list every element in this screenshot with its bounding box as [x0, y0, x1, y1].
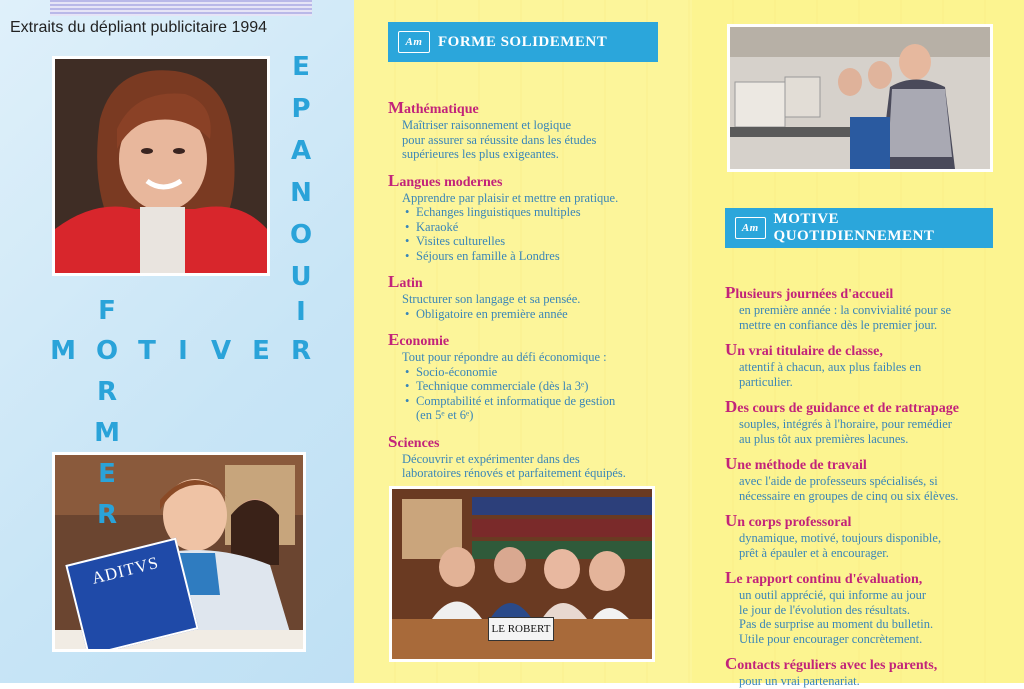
section-titulaire [725, 340, 1015, 389]
section-rapport-evaluation [725, 568, 1015, 646]
letter-o: O [289, 220, 313, 250]
header-motive-quotidiennement [725, 208, 993, 248]
text-line: Utile pour encourager concrètement. [739, 631, 923, 646]
section-title: e rapport continu d'évaluation, [736, 572, 923, 587]
letter-e: E [292, 52, 310, 82]
text-line: le jour de l'évolution des résultats. [739, 602, 910, 617]
section-title-cap: M [388, 98, 405, 117]
photo-library [389, 486, 655, 662]
letter-e: E [252, 336, 270, 366]
text-line: prêt à épauler et à encourager. [739, 545, 889, 560]
text-line: supérieures les plus exigeantes. [402, 147, 559, 161]
section-title-cap: U [725, 340, 738, 359]
book-cover-title: ADITVS [89, 552, 161, 588]
text-line: nécessaire en groupes de cinq ou six élèves. [739, 488, 959, 503]
bullet-item: • Karaoké [402, 220, 678, 235]
text-line: un outil apprécié, qui informe au jour [739, 588, 927, 602]
text-line: dynamique, motivé, toujours disponible, [739, 531, 942, 545]
section-journees-accueil [725, 283, 1015, 332]
section-title-cap: U [725, 511, 738, 530]
text-line: particulier. [739, 374, 793, 389]
photo-boy-reading [52, 452, 306, 652]
section-title: atin [399, 276, 423, 291]
letter-a: A [290, 136, 312, 166]
section-title-cap: L [725, 568, 737, 587]
bullet-item: • Socio-économie [402, 365, 678, 380]
letter-t: T [138, 336, 156, 366]
text-line: Tout pour répondre au défi économique : [402, 350, 607, 364]
section-title-cap: P [725, 283, 736, 302]
letter-i: I [296, 297, 306, 327]
section-langues [388, 171, 678, 264]
section-title-cap: E [388, 330, 400, 349]
middle-sections [388, 98, 678, 481]
text-line: mettre en confiance dès le premier jour. [739, 317, 938, 332]
text-line: (en 5ᵉ et 6ᵉ) [416, 408, 474, 422]
section-title-cap: U [725, 454, 738, 473]
section-title: ontacts réguliers avec les parents, [737, 658, 938, 673]
header-forme-solidement-text: FORME SOLIDEMENT [438, 33, 608, 50]
photo-girl [52, 56, 270, 276]
section-title: n vrai titulaire de classe, [737, 344, 883, 359]
letter-u: U [290, 262, 312, 292]
letter-n: N [290, 178, 312, 208]
right-sections [725, 283, 1015, 689]
text-line: Maîtriser raisonnement et logique [402, 118, 572, 132]
header-forme-solidement [388, 22, 658, 62]
letter-e: E [98, 459, 116, 489]
school-logo-icon: Am [735, 217, 766, 239]
section-corps-professoral [725, 511, 1015, 560]
letter-m: M [94, 418, 120, 448]
section-title-cap: D [725, 397, 738, 416]
brochure-caption: Extraits du dépliant publicitaire 1994 [10, 19, 268, 36]
section-title-cap: S [388, 431, 398, 451]
letter-r: R [96, 500, 118, 530]
text-line: Structurer son langage et sa pensée. [402, 292, 581, 306]
photo-computer-room [727, 24, 993, 172]
section-title: athématique [404, 102, 479, 117]
section-methode [725, 454, 1015, 503]
section-title: lusieurs journées d'accueil [735, 287, 894, 302]
section-latin [388, 272, 678, 321]
letter-f: F [98, 296, 116, 326]
section-contacts-parents [725, 654, 1015, 689]
bullet-item: • Technique commerciale (dès la 3ᵉ) [402, 379, 678, 394]
section-sciences [388, 432, 678, 481]
section-title-cap: L [388, 272, 400, 291]
text-line: en première année : la convivialité pour se [739, 303, 952, 317]
letter-m: M [50, 336, 76, 366]
text-line: au plus tôt aux premières lacunes. [739, 431, 909, 446]
letter-r: R [96, 377, 118, 407]
bullet-item: • Echanges linguistiques multiples [402, 205, 678, 220]
text-line: Pas de surprise au moment du bulletin. [739, 617, 934, 631]
text-line: attentif à chacun, aux plus faibles en [739, 360, 922, 374]
girl-illustration [55, 59, 267, 273]
letter-p: P [291, 94, 311, 124]
text-line: avec l'aide de professeurs spécialisés, si [739, 474, 938, 488]
section-title: ne méthode de travail [737, 458, 867, 473]
decorative-stripes [50, 0, 312, 16]
text-line: Découvrir et expérimenter dans des [402, 451, 580, 466]
text-line: pour un vrai partenariat. [739, 674, 860, 688]
bullet-item: • Comptabilité et informatique de gestion [402, 394, 678, 409]
letter-r: R [290, 336, 312, 366]
section-title: angues modernes [399, 174, 503, 190]
section-title: conomie [399, 334, 450, 349]
school-logo-icon: Am [398, 31, 430, 53]
letter-i: I [178, 336, 188, 366]
bullet-item: • Séjours en famille à Londres [402, 249, 678, 264]
section-guidance [725, 397, 1015, 446]
header-motive-quotidiennement-text: MOTIVE QUOTIDIENNEMENT [773, 211, 935, 244]
section-title-cap: L [388, 170, 400, 190]
section-title: es cours de guidance et de rattrapage [737, 401, 959, 416]
text-line: laboratoires rénovés et parfaitement équipés. [402, 466, 626, 480]
section-economie [388, 330, 678, 423]
section-mathematique [388, 98, 678, 162]
text-line: pour assurer sa réussite dans les études [402, 132, 597, 147]
letter-o: O [95, 336, 119, 366]
text-line: souples, intégrés à l'horaire, pour remédier [739, 417, 952, 431]
computer-room-illustration [730, 27, 990, 169]
book-le-robert: LE ROBERT [488, 617, 554, 641]
letter-v: V [210, 336, 232, 366]
section-title: ciences [397, 435, 440, 451]
bullet-item: • Obligatoire en première année [402, 307, 678, 322]
section-title: n corps professoral [737, 515, 852, 530]
text-line: Apprendre par plaisir et mettre en pratique. [402, 190, 619, 205]
bullet-item: • Visites culturelles [402, 234, 678, 249]
section-title-cap: C [725, 654, 738, 673]
